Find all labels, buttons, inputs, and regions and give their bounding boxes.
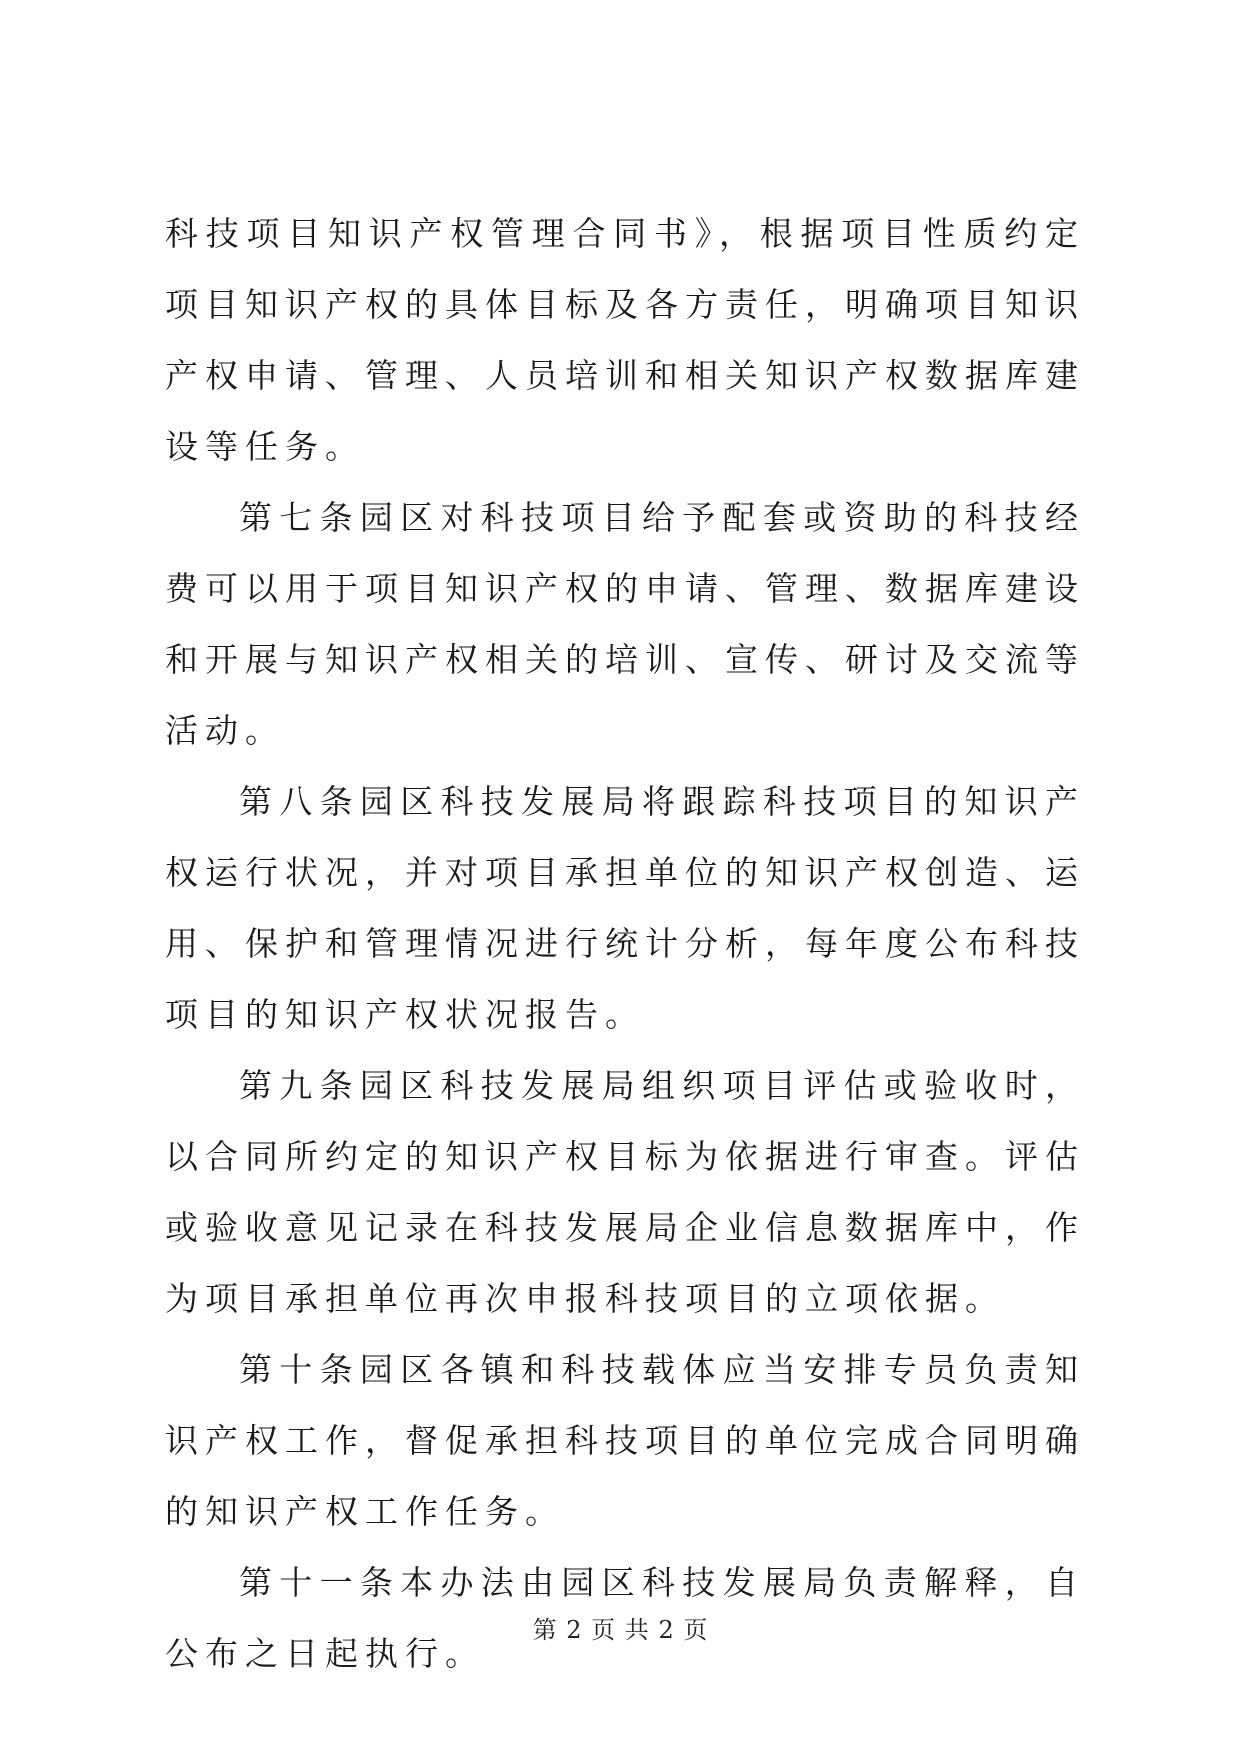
page-number-footer: 第 2 页 共 2 页: [532, 1616, 709, 1644]
paragraph-article-7: 第七条园区对科技项目给予配套或资助的科技经费可以用于项目知识产权的申请、管理、数据库建设和开展与知识产权相关的培训、宣传、研讨及交流等活动。: [165, 498, 1085, 750]
paragraph-article-11: 第十一条本办法由园区科技发展局负责解释，自公布之日起执行。: [165, 1563, 1085, 1673]
paragraph-article-8: 第八条园区科技发展局将跟踪科技项目的知识产权运行状况，并对项目承担单位的知识产权创造、运用、保护和管理情况进行统计分析，每年度公布科技项目的知识产权状况报告。: [165, 782, 1085, 1034]
paragraph-article-9: 第九条园区科技发展局组织项目评估或验收时，以合同所约定的知识产权目标为依据进行审查。评估或验收意见记录在科技发展局企业信息数据库中，作为项目承担单位再次申报科技项目的立项依据。: [165, 1066, 1085, 1318]
paragraph-continued: 科技项目知识产权管理合同书》，根据项目性质约定项目知识产权的具体目标及各方责任，明确项目知识产权申请、管理、人员培训和相关知识产权数据库建设等任务。: [165, 214, 1085, 466]
document-body: [165, 198, 1085, 1689]
paragraph-article-10: 第十条园区各镇和科技载体应当安排专员负责知识产权工作，督促承担科技项目的单位完成合同明确的知识产权工作任务。: [165, 1350, 1085, 1531]
